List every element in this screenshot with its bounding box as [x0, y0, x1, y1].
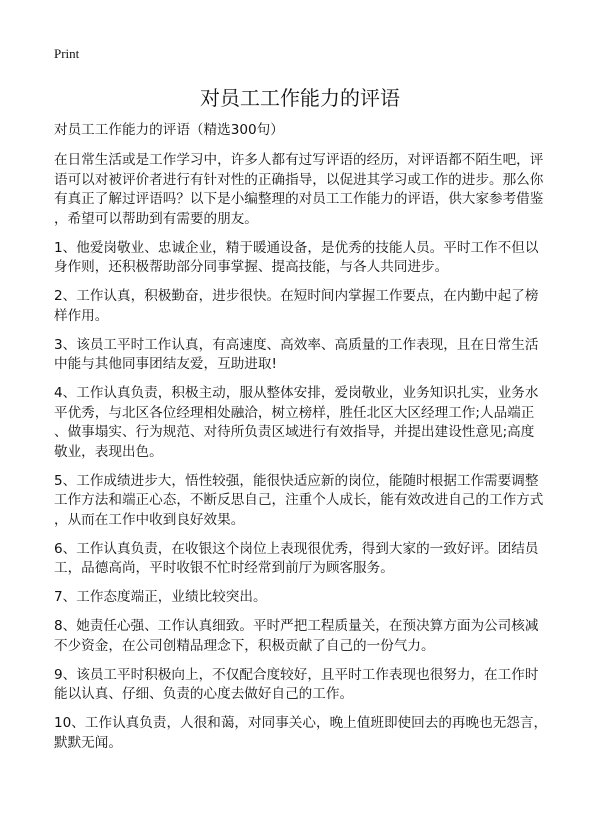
text-line: 9、该员工平时积极向上，不仅配合度较好，且平时工作表现也很努力，在工作时: [54, 666, 539, 683]
text-line: 有真正了解过评语吗？以下是小编整理的对员工工作能力的评语，供大家参考借鉴: [54, 191, 544, 207]
print-link[interactable]: Print: [54, 46, 80, 61]
text-line: 1、他爱岗敬业、忠诚企业，精于暖通设备，是优秀的技能人员。平时工作不但以: [54, 239, 539, 256]
text-line: 6、工作认真负责，在收银这个岗位上表现很优秀，得到大家的一致好评。团结员: [54, 540, 539, 557]
comment-item: [54, 239, 554, 278]
comment-item: [54, 472, 554, 531]
page-title: 对员工工作能力的评语: [200, 86, 400, 110]
text-line: 、做事塌实、行为规范、对待所负责区域进行有效指导，并提出建设性意见;高度: [54, 424, 535, 440]
article-body: [54, 121, 554, 763]
text-line: 身作则，还积极帮助部分同事掌握、提高技能，与各人共同进步。: [54, 259, 449, 275]
paragraph-list: [54, 151, 554, 753]
subtitle: 对员工工作能力的评语（精选300句）: [54, 122, 284, 138]
text-line: ，希望可以帮助到有需要的朋友。: [54, 210, 258, 227]
comment-item: [54, 336, 554, 375]
comment-item: [54, 384, 554, 462]
text-line: 默默无闻。: [54, 734, 122, 751]
text-line: 工作方法和端正心态，不断反思自己，注重个人成长，能有效改进自己的工作方式: [54, 492, 544, 508]
text-line: 8、她责任心强、工作认真细致。平时严把工程质量关，在预决算方面为公司核减: [54, 618, 539, 634]
text-line: 敬业，表现出色。: [54, 443, 163, 460]
text-line: 5、工作成绩进步大，悟性较强，能很快适应新的岗位，能随时根据工作需要调整: [54, 472, 539, 489]
text-line: ，从而在工作中收到良好效果。: [54, 511, 245, 528]
text-line: 4、工作认真负责，积极主动，服从整体安排，爱岗敬业，业务知识扎实，业务水: [54, 385, 539, 401]
text-line: 平优秀，与北区各位经理相处融洽，树立榜样，胜任北区大区经理工作;人品端正: [54, 404, 535, 421]
text-line: 2、工作认真，积极勤奋，进步很快。在短时间内掌握工作要点，在内勤中起了榜: [54, 288, 539, 304]
text-line: 中能与其他同事团结友爱，互助进取!: [54, 356, 277, 372]
text-line: 工，品德高尚，平时收银不忙时经常到前厅为顾客服务。: [54, 560, 394, 576]
comment-item: [54, 588, 554, 608]
comment-item: [54, 666, 554, 705]
text-line: 样作用。: [54, 307, 109, 324]
text-line: 10、工作认真负责，人很和蔼，对同事关心，晚上值班即使回去的再晚也无怨言，: [54, 715, 548, 731]
text-line: 不少资金，在公司创精品理念下，积极贡献了自己的一份气力。: [54, 637, 435, 654]
comment-item: [54, 617, 554, 656]
text-line: 3、该员工平时工作认真，有高速度、高效率、高质量的工作表现，且在日常生活: [54, 336, 539, 353]
intro-paragraph: [54, 151, 554, 229]
text-line: 在日常生活或是工作学习中，许多人都有过写评语的经历，对评语都不陌生吧，评: [54, 152, 544, 168]
comment-item: [54, 540, 554, 579]
text-line: 语可以对被评价者进行有针对性的正确指导，以促进其学习或工作的进步。那么你: [54, 171, 544, 188]
text-line: 能以认真、仔细、负责的心度去做好自己的工作。: [54, 686, 354, 702]
text-line: 7、工作态度端正，业绩比较突出。: [54, 589, 267, 605]
comment-item: [54, 714, 554, 753]
comment-item: [54, 287, 554, 326]
